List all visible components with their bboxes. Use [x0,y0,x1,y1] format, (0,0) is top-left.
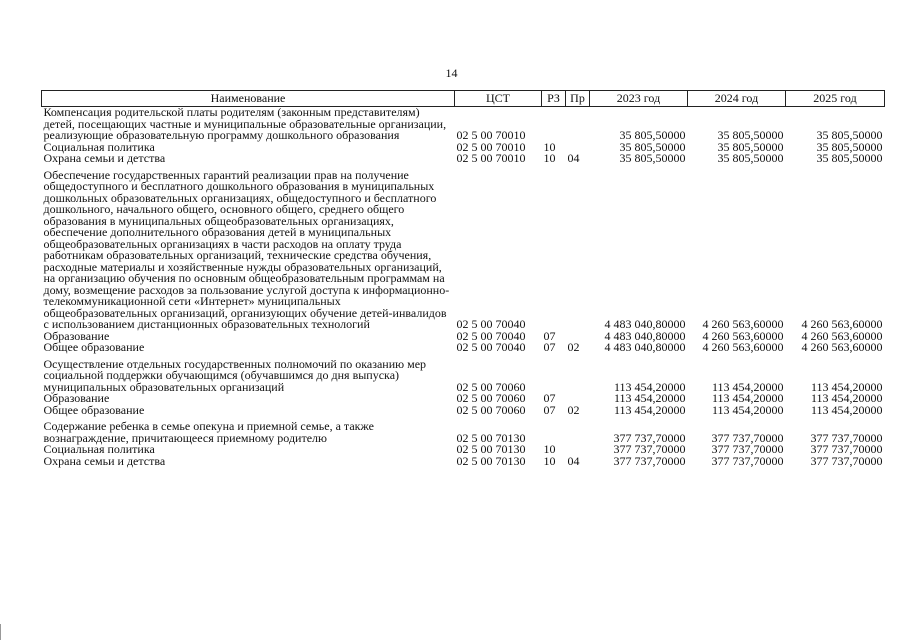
row-value-2024: 377 737,70000 [711,430,784,445]
row-rz [542,165,566,331]
row-value-2025: 4 260 563,60000 [801,328,883,343]
row-name: Обеспечение государственных гарантий реализации прав на получение общедоступного и бесплатного дошкольного образования в муниципальных дошкольных образовательных организациях, общедоступного и бесплатного дошкольного, начального общего, основного общего, среднего общего образования в муниципальных общеобразовательных организациях, обеспечение дополнительного образования детей в муниципальных общеобразовательных организациях в части расходов на оплату труда работникам образовательных организаций, технические средства обучения, расходные материалы и хозяйственные нужды образовательных организаций, на организацию обучения по основным общеобразовательным программам на дому, возмещение расходов за пользование услугой доступа к информационно-телекоммуникационной сети «Интернет» муниципальных общеобразовательных организаций, организующих обучение детей-инвалидов с использованием дистанционных образовательных технологий [43,167,450,331]
row-name: Общее образование [43,402,145,417]
row-pr [566,107,590,142]
row-cst: 02 5 00 70040 [456,340,526,354]
row-name: Социальная политика [43,442,155,456]
row-value-2024: 113 454,20000 [711,391,784,405]
row-value-2023: 113 454,20000 [613,379,686,394]
row-value-2024: 4 260 563,60000 [702,328,784,343]
scan-edge-mark [0,624,1,640]
row-value-2025: 113 454,20000 [810,391,883,405]
row-cst: 02 5 00 70130 [456,430,526,445]
table-row [42,153,885,165]
row-cst: 02 5 00 70060 [456,402,526,417]
row-cst: 02 5 00 70040 [456,317,526,331]
row-rz: 10 [543,453,556,468]
row-value-2025: 4 260 563,60000 [801,317,883,331]
row-value-2023: 4 483 040,80000 [604,328,686,343]
row-value-2024: 35 805,50000 [717,151,784,165]
row-name: Охрана семьи и детства [43,453,166,468]
row-value-2025: 35 805,50000 [816,151,883,165]
row-value-2023: 377 737,70000 [613,442,686,456]
row-value-2025: 35 805,50000 [816,139,883,154]
header-2025: 2025 год [786,91,885,107]
row-rz: 07 [543,391,556,405]
budget-table [41,90,885,467]
header-name: Наименование [42,91,455,107]
row-rz [542,354,566,394]
row-value-2025: 4 260 563,60000 [801,340,883,354]
header-cst: ЦСТ [455,91,542,107]
table-row [42,416,885,444]
row-value-2024: 35 805,50000 [717,139,784,154]
row-cst: 02 5 00 70130 [456,442,526,456]
row-cst: 02 5 00 70060 [456,379,526,394]
row-value-2024: 377 737,70000 [711,442,784,456]
row-value-2025: 113 454,20000 [810,402,883,417]
row-pr: 02 [567,402,580,417]
table-row [42,354,885,394]
header-2024: 2024 год [688,91,786,107]
row-name: Компенсация родительской платы родителям (законным представителям) детей, посещающих частные и муниципальные образовательные организации, реализующие образовательную программу дошкольного образования [43,105,447,142]
row-pr: 04 [567,453,580,468]
row-cst: 02 5 00 70040 [456,328,526,343]
row-pr [566,416,590,444]
row-value-2023: 377 737,70000 [613,430,686,445]
row-name: Охрана семьи и детства [43,151,166,165]
row-name: Образование [43,391,110,405]
row-cst: 02 5 00 70130 [456,453,526,468]
header-rz: РЗ [542,91,566,107]
page-number: 14 [445,66,458,80]
row-rz [542,107,566,142]
row-rz [542,416,566,444]
row-rz: 07 [543,402,556,417]
row-pr: 02 [567,340,580,354]
row-value-2025: 377 737,70000 [810,453,883,468]
row-value-2024: 377 737,70000 [711,453,784,468]
row-value-2023: 4 483 040,80000 [604,317,686,331]
header-pr: Пр [566,91,590,107]
table-row [42,405,885,417]
row-value-2025: 35 805,50000 [816,128,883,142]
header-2023: 2023 год [590,91,688,107]
row-rz: 07 [543,328,556,343]
row-cst: 02 5 00 70010 [456,139,526,154]
row-value-2023: 377 737,70000 [613,453,686,468]
row-value-2025: 113 454,20000 [810,379,883,394]
row-value-2023: 113 454,20000 [613,402,686,417]
row-value-2023: 113 454,20000 [613,391,686,405]
row-value-2023: 4 483 040,80000 [604,340,686,354]
row-cst: 02 5 00 70010 [456,128,526,142]
row-value-2024: 113 454,20000 [711,402,784,417]
row-name: Социальная политика [43,139,155,154]
row-value-2024: 35 805,50000 [717,128,784,142]
table-row [42,165,885,331]
row-value-2023: 35 805,50000 [619,128,686,142]
row-value-2024: 113 454,20000 [711,379,784,394]
row-name: Осуществление отдельных государственных полномочий по оказанию мер социальной поддержки обучающимся (обучавшимся до дня выпуска) муниципальных образовательных организаций [43,356,427,394]
row-cst: 02 5 00 70060 [456,391,526,405]
row-name: Содержание ребенка в семье опекуна и приемной семье, а также вознаграждение, причитающееся приемному родителю [43,419,374,445]
row-value-2025: 377 737,70000 [810,442,883,456]
row-value-2025: 377 737,70000 [810,430,883,445]
row-value-2023: 35 805,50000 [619,139,686,154]
row-rz: 10 [543,442,556,456]
row-name: Образование [43,328,110,343]
row-pr: 04 [567,151,580,165]
table-row [42,107,885,142]
row-name: Общее образование [43,340,145,354]
row-value-2024: 4 260 563,60000 [702,340,784,354]
row-value-2024: 4 260 563,60000 [702,317,784,331]
table-row [42,456,885,468]
row-rz: 10 [543,139,556,154]
table-row [42,342,885,354]
row-cst: 02 5 00 70010 [456,151,526,165]
row-value-2023: 35 805,50000 [619,151,686,165]
row-pr [566,354,590,394]
row-rz: 07 [543,340,556,354]
row-pr [566,165,590,331]
row-rz: 10 [543,151,556,165]
